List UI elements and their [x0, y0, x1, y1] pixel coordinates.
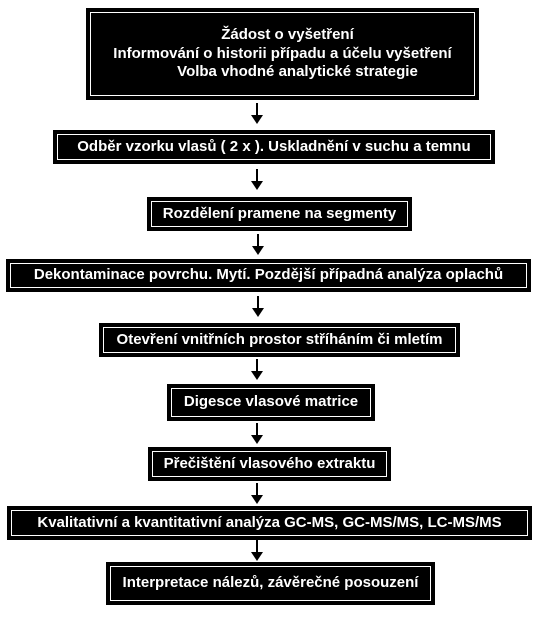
step-box-purification: [148, 447, 391, 481]
down-arrow-icon: [250, 540, 264, 562]
step-label: Interpretace nálezů, závěrečné posouzení: [122, 574, 419, 592]
down-arrow-icon: [250, 359, 264, 381]
step-label: Rozdělení pramene na segmenty: [162, 204, 397, 222]
down-arrow-icon: [251, 234, 265, 256]
down-arrow-icon: [250, 423, 264, 445]
step-line: Informování o historii případu a účelu vyšetření: [113, 44, 452, 62]
step-box-cutting: [99, 323, 460, 357]
step-box-segmentation: [147, 197, 412, 231]
step-line: Volba vhodné analytické strategie: [177, 63, 418, 81]
step-box-decontamination: [6, 259, 531, 292]
step-label: Odběr vzorku vlasů ( 2 x ). Uskladnění v suchu a temnu: [77, 137, 471, 155]
down-arrow-icon: [250, 169, 264, 191]
step-box-interpretation: [106, 562, 435, 605]
step-label: Přečištění vlasového extraktu: [163, 454, 376, 472]
step-box-analysis: [7, 506, 532, 540]
step-label: Dekontaminace povrchu. Mytí. Pozdější případná analýza oplachů: [33, 266, 504, 284]
step-label: Otevření vnitřních prostor stříháním či mletím: [116, 330, 443, 348]
down-arrow-icon: [251, 296, 265, 318]
step-box-request: [86, 8, 479, 100]
step-label: Kvalitativní a kvantitativní analýza GC-MS, GC-MS/MS, LC-MS/MS: [37, 513, 502, 531]
step-box-digestion: [167, 384, 375, 421]
step-line: Žádost o vyšetření: [221, 25, 354, 43]
down-arrow-icon: [250, 483, 264, 505]
down-arrow-icon: [250, 103, 264, 125]
step-label: Digesce vlasové matrice: [183, 393, 359, 411]
step-box-sampling: [53, 130, 495, 164]
